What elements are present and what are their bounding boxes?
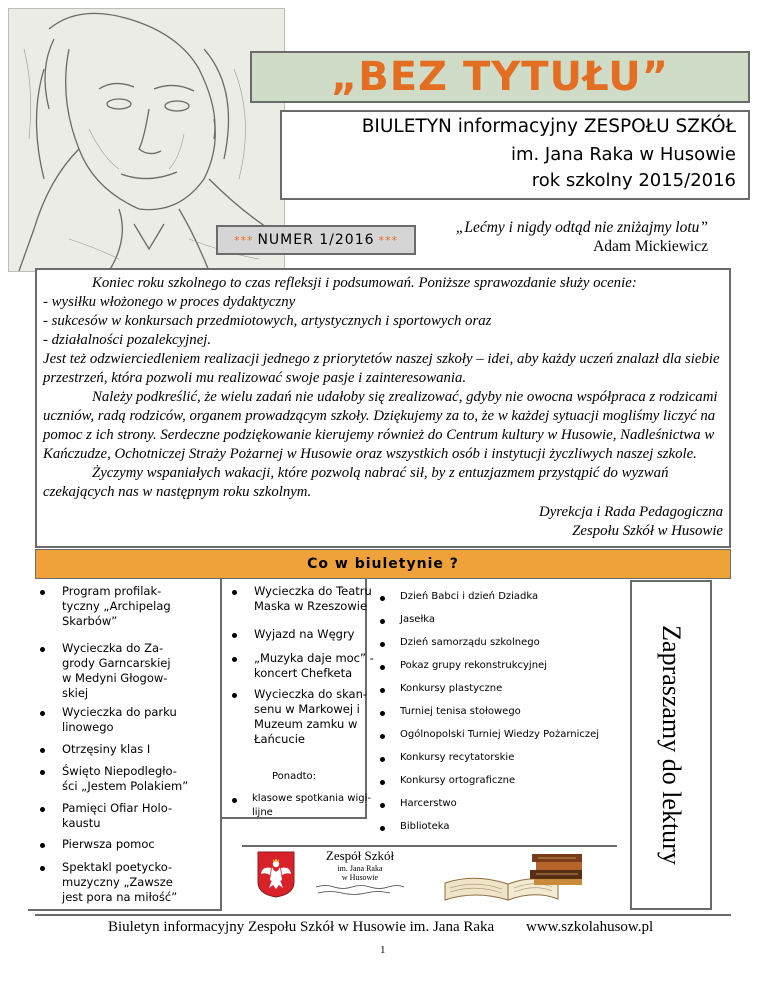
quote-author: Adam Mickiewicz [593,238,708,255]
bullet-icon [380,596,385,601]
footer-text: Biuletyn informacyjny Zespołu Szkół w Husowie im. Jana Raka [108,919,495,935]
bullet-icon [380,619,385,624]
intro-paragraph: Koniec roku szkolnego to czas refleksji i podsumowań. Poniższe sprawozdanie służy ocenie: [92,275,637,291]
bullet-icon [380,688,385,693]
intro-paragraph: Jest też odzwierciedleniem realizacji jednego z priorytetów naszej szkoły – idei, aby każdy uczeń znalazł dla siebie przestrzeń, która pozwoli mu realizować swoje pasje i zainteresowania. [43,351,720,386]
side-banner-text: Zapraszamy do lektury [657,625,686,865]
intro-box [35,268,731,548]
intro-paragraph: - działalności pozalekcyjnej. [43,332,212,348]
signature-line: Zespołu Szkół w Husowie [572,523,723,539]
star-decoration: *** [233,233,254,247]
bullet-icon [232,798,237,803]
bullet-icon [380,665,385,670]
bullet-icon [380,757,385,762]
quote-text: „Lećmy i nigdy odtąd nie zniżajmy lotu” [455,219,708,236]
bullet-icon [380,826,385,831]
page-number: 1 [380,944,386,956]
bullet-icon [380,803,385,808]
issue-number-badge [216,225,416,255]
intro-signature [539,503,723,541]
bullet-icon [40,647,45,652]
bullet-icon [40,807,45,812]
bullet-icon [380,780,385,785]
bullet-icon [40,748,45,753]
school-year: rok szkolny 2015/2016 [531,170,736,191]
footer-url-link[interactable]: www.szkolahusow.pl [526,919,654,935]
bullet-icon [380,711,385,716]
title-text: „BEZ TYTUŁU” [330,54,670,100]
bullet-icon [40,590,45,595]
intro-paragraph: - sukcesów w konkursach przedmiotowych, artystycznych i sportowych oraz [43,313,492,329]
bulletin-subtitle: BIULETYN informacyjny ZESPOŁU SZKÓŁ [361,116,736,137]
bullet-icon [40,770,45,775]
newsletter-title [250,51,750,103]
signature-line: Dyrekcja i Rada Pedagogiczna [539,504,723,520]
logo-school-name: Zespół Szkół [325,848,395,863]
star-decoration: *** [378,233,399,247]
bullet-icon [40,843,45,848]
contents-heading-text: Co w biuletynie ? [307,556,459,572]
intro-paragraph: - wysiłku włożonego w proces dydaktyczny [43,294,296,310]
books-illustration [440,848,585,908]
logo-subtitle: im. Jana Raka [337,864,383,873]
issue-number: NUMER 1/2016 [257,232,375,248]
bullet-icon [380,734,385,739]
quote-block [456,218,708,256]
contents-heading [35,549,731,579]
header-info-box [280,110,750,200]
polish-eagle-emblem-icon [256,850,296,898]
bullet-icon [232,590,237,595]
bullet-icon [232,693,237,698]
bullet-icon [40,711,45,716]
bullet-icon [40,866,45,871]
ponadto-label: Ponadto: [272,771,317,782]
handwritten-motto-icon [310,882,410,898]
bullet-icon [232,633,237,638]
footer-divider [35,914,731,916]
intro-text [43,274,725,502]
intro-paragraph: Należy podkreślić, że wielu zadań nie udałoby się zrealizować, gdyby nie owocna współpraca z rodzicami uczniów, radą rodziców, organem prowadzącym szkoły. Dziękujemy za to, że w każdej sytuacji mogliśmy liczyć na pomoc z ich strony. Serdeczne podziękowanie kierujemy również do Centrum kultury w Husowie, Nadleśnictwa w Kańczudze, Ochotniczej Straży Pożarnej w Husowie oraz wszystkich osób i instytucji życzliwych naszej szkole. [43,389,718,462]
side-banner [631,580,711,910]
school-logo [310,848,410,906]
intro-paragraph: Życzymy wspaniałych wakacji, które pozwolą nabrać sił, by z entuzjazmem przystąpić do wyzwań czekających nas w następnym roku szkolnym. [43,465,669,500]
bullet-icon [380,642,385,647]
bullet-icon [232,657,237,662]
school-patron: im. Jana Raka w Husowie [510,144,736,165]
logo-subtitle: w Husowie [341,873,379,882]
